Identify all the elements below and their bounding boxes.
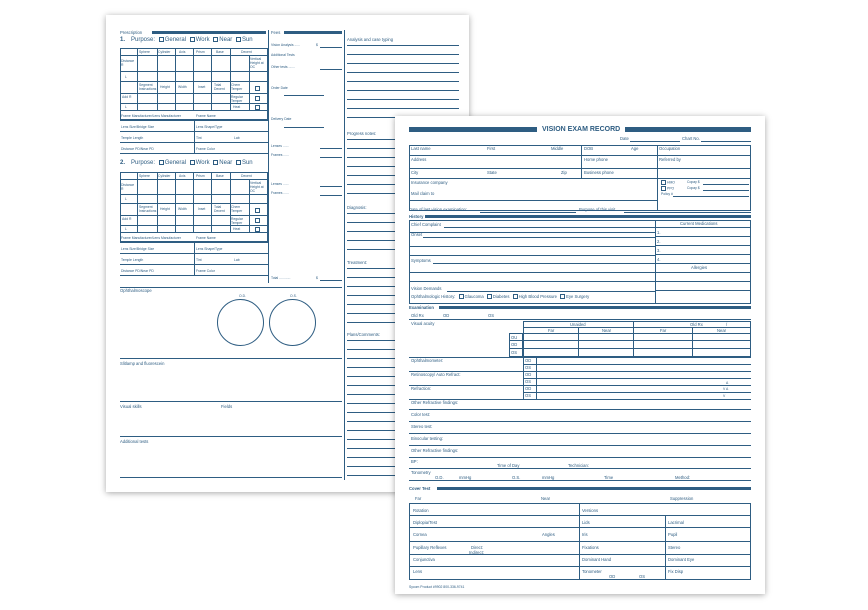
ophthalmometer: Ophthalmometer: xyxy=(411,358,444,363)
color-test: Color test: xyxy=(411,412,431,417)
note-line xyxy=(347,72,459,73)
lens-size: Lens Size/Bridge Size xyxy=(121,125,155,129)
checkbox-hmo[interactable] xyxy=(661,180,666,185)
stereo: Stereo xyxy=(668,545,681,550)
ou-row: OU xyxy=(511,335,518,340)
last-exam-date: Date of last vision examination: xyxy=(409,207,467,212)
frames-fee: Frames ...... xyxy=(271,153,290,157)
age: Age xyxy=(631,146,639,151)
last-name: Last name xyxy=(411,146,431,151)
indirect: Indirect: xyxy=(469,550,484,555)
middle-name: Middle xyxy=(551,146,564,151)
purpose-label: Purpose: xyxy=(131,37,156,44)
visual-skills-label: Visual skills xyxy=(120,404,142,409)
row-l: L xyxy=(125,75,127,79)
rx2-purpose-options: Purpose: General Work Near Sun xyxy=(131,160,253,167)
diplopia-test: Diplopia/Test xyxy=(413,520,437,525)
vision-analysis: Vision Analysis ...... xyxy=(271,43,301,47)
inset-label: Inset xyxy=(198,85,206,89)
col-base: Base xyxy=(216,50,224,54)
date-label: Date xyxy=(620,136,629,141)
versions: Versions xyxy=(582,508,599,513)
total-fee: Total ............ xyxy=(271,276,291,280)
checkbox-heat[interactable] xyxy=(255,105,260,110)
tonometry-time: Time xyxy=(604,475,614,480)
fees-heading: Fees xyxy=(271,30,281,35)
note-line xyxy=(347,108,459,109)
od-circle xyxy=(217,299,264,346)
time-of-day: Time of Day xyxy=(497,463,520,468)
checkbox-regular-2[interactable] xyxy=(255,218,260,223)
checkbox-near-2[interactable] xyxy=(213,160,218,165)
fields-label: Fields xyxy=(221,404,233,409)
business-phone: Business phone xyxy=(584,170,614,175)
diagnosis-label: Diagnosis: xyxy=(347,205,367,210)
checkbox-chem[interactable] xyxy=(255,86,260,91)
lens: Lens xyxy=(413,569,423,574)
exam-os: OS xyxy=(488,313,495,318)
near-col-2: Near xyxy=(717,328,727,333)
note-line xyxy=(347,63,459,64)
mail-claim: Mail claim to xyxy=(411,191,435,196)
angles: Angles xyxy=(542,532,555,537)
delivery-date: Delivery Date xyxy=(271,117,292,121)
allergies: Allergies xyxy=(691,265,708,270)
purpose-of-visit: Purpose of this visit xyxy=(579,207,616,212)
os-row: OS xyxy=(511,350,518,355)
far-col-2: Far xyxy=(660,328,667,333)
checkbox-glaucoma[interactable] xyxy=(459,294,464,299)
other-tests: Other tests ....... xyxy=(271,65,296,69)
analysis-label: Analysis and case typing xyxy=(347,37,394,42)
os-label: O.S. xyxy=(290,294,297,298)
chem-temper-label: Chem Temper xyxy=(231,83,243,91)
tonometry-od: O.D. xyxy=(435,475,444,480)
front-form-sheet: VISION EXAM RECORD Date Chart No. Last name First Middle DOB Age Occupation Address Home phone Referred by City State Zip Business phone Insurance company Mail claim to HMO Copay $ PPO Copay $ Policy # Date of last vision examination: Purpose of this visit History Chief Complaint Onset Symptoms Vision Demands Ophthalmologic History: Glaucoma Diabetes High Blood Pressure Eye Surgery Current Medications 1. 2. 3. 4. Allergies Examination Old Rx OD OS Visual acuity Unaided Old Rx / Far Near Far Near OU OD OS Ophthalmometer: Retinoscopy/ Auto Refract: Refraction: OD OS OD OS OD OS A V A V Other Refractive findings: Color test: Stereo test: Binocular testing: Other Refractive findings: BP: Time of Day Technician: Tonometry O.D. mmHg O.S. mmHg Time Method: Cover Test Far Near Suppression Rotation Versions Diplopia/Test Lids Lacrimal Cornea Angles Iris Pupil Pupillary Reflexes Direct: Indirect: Fixations Stereo Conjunctiva Dominant Hand Dominant Eye Lens Tonometer OD OS Fix Disp Sycom Product #9902 800-336-9741 xyxy=(395,116,765,594)
form-footer: Sycom Product #9902 800-336-9741 xyxy=(409,585,465,589)
dominant-eye: Dominant Eye xyxy=(668,557,695,562)
checkbox-general-2[interactable] xyxy=(159,160,164,165)
col-cylinder: Cylinder xyxy=(158,50,171,54)
checkbox-hbp[interactable] xyxy=(513,294,518,299)
col-decent: Decent xyxy=(241,50,252,54)
old-rx-label: Old Rx xyxy=(411,313,424,318)
other-refractive: Other Refractive findings: xyxy=(411,400,459,405)
seg-instr-label: Segment Instructions xyxy=(139,83,157,91)
os-circle xyxy=(269,299,316,346)
lens-shape: Lens Shape/Type xyxy=(196,125,223,129)
checkbox-heat-2[interactable] xyxy=(255,227,260,232)
slitlamp-label: Slitlamp and fluorescein xyxy=(120,361,165,366)
insurance-company: Insurance company xyxy=(411,180,448,185)
note-line xyxy=(347,81,459,82)
fixations: Fixations xyxy=(582,545,599,550)
cover-far: Far xyxy=(415,496,422,501)
policy-no: Policy # xyxy=(661,192,673,196)
od-row: OD xyxy=(511,342,518,347)
direct: Direct: xyxy=(471,545,484,550)
chief-complaint: Chief Complaint xyxy=(411,222,441,227)
form-title: VISION EXAM RECORD xyxy=(542,126,621,133)
row-distance: Distance R xyxy=(121,59,135,67)
suppression: Suppression xyxy=(670,496,694,501)
opt-sun: Sun xyxy=(241,37,253,44)
lenses-fee: Lenses ...... xyxy=(271,144,289,148)
lab: Lab xyxy=(234,136,240,140)
checkbox-sun-2[interactable] xyxy=(236,160,241,165)
pupillary-reflexes: Pupillary Reflexes xyxy=(413,545,447,550)
old-rx-header: Old Rx xyxy=(690,322,703,327)
checkbox-diabetes[interactable] xyxy=(487,294,492,299)
state: State xyxy=(487,170,497,175)
frame-name: Frame Name xyxy=(196,114,216,118)
col-axis: Axis xyxy=(179,50,186,54)
note-line xyxy=(347,54,459,55)
city: City xyxy=(411,170,419,175)
cover-test-heading: Cover Test xyxy=(409,486,431,491)
row-l2: L xyxy=(125,105,127,109)
visual-acuity: Visual acuity xyxy=(411,321,435,326)
note-line xyxy=(347,99,459,100)
rotation: Rotation xyxy=(413,508,429,513)
home-phone: Home phone xyxy=(584,157,608,162)
referred-by: Referred by xyxy=(659,157,681,162)
distance-pd: Distance PD/Near PD xyxy=(121,147,154,151)
stereo-test: Stereo test: xyxy=(411,424,433,429)
rx2-number: 2. xyxy=(120,160,126,166)
tint: Tint xyxy=(196,136,202,140)
other-refractive-2: Other Refractive findings: xyxy=(411,448,459,453)
heat-label: Heat xyxy=(233,105,241,109)
copay-1: Copay $ xyxy=(687,180,700,184)
ophthalmoscope-label: Ophthalmoscope xyxy=(120,288,152,293)
temple-length: Temple Length xyxy=(121,136,144,140)
hmo-option: HMO xyxy=(659,180,675,185)
technician: Technician: xyxy=(568,463,589,468)
order-date: Order Date xyxy=(271,86,288,90)
dob: DOB xyxy=(584,146,594,151)
frame-color: Frame Color xyxy=(196,147,215,151)
back-form-sheet: Prescription 1. Purpose: General Work Near Sun Sphere Cylinder Axis Prism Base Decent Distance R Vertical Height at OC L Segment Instructions Height Width Inset Total Decent Chem Temper Add R Regular Temper L Heat Frame Manufacturer/Lens Manufacturer Frame Name Lens Size/Bridge Size Lens Shape/Type Temple Length Tint Lab Distance PD/Near PD Frame Color 2. Purpose: General Work Near Sun Sphere Cylinder Axis Prism Base Decent Distance R Vertical Height at OC L Segment Instructions Height Width Inset Total Decent Chem Temper Add R Regular Temper L Heat Frame Manufacturer/Lens Manufacturer Frame Name Lens Size/Bridge Size Lens Shape/Type Temple Length Tint Lab Distance PD/Near PD Frame Color Fees Vision Analysis ...... $ Additional Tests Other tests ....... Order Date Delivery Date Lenses ...... Frames ...... Lenses ...... Frames ...... Total ............ $ Ophthalmoscope O.D. O.S. Slitlamp and fluorescein Visual skills Fields Additional tests Analysis and case typing Progress notes: Diagnosis: Treatment: Plans/Comments: xyxy=(106,15,469,492)
treatment-label: Treatment: xyxy=(347,260,368,265)
onset: Onset xyxy=(411,232,423,237)
far-col-1: Far xyxy=(548,328,555,333)
total-decent-label: Total Decent xyxy=(214,83,225,91)
vision-demands: Vision Demands xyxy=(411,286,442,291)
checkbox-sun[interactable] xyxy=(236,37,241,42)
additional-tests-label: Additional tests xyxy=(120,439,149,444)
tonometry-method: Method: xyxy=(675,475,691,480)
binocular-testing: Binocular testing: xyxy=(411,436,444,441)
zip: Zip xyxy=(561,170,567,175)
cornea: Cornea xyxy=(413,532,427,537)
progress-notes-label: Progress notes: xyxy=(347,131,377,136)
opt-general: General xyxy=(164,37,187,44)
occupation: Occupation xyxy=(659,146,681,151)
history-heading: History xyxy=(409,214,424,219)
od-label: O.D. xyxy=(239,294,246,298)
checkbox-work-2[interactable] xyxy=(190,160,195,165)
checkbox-work[interactable] xyxy=(190,37,195,42)
rx1-number: 1. xyxy=(120,37,126,43)
unaided-header: Unaided xyxy=(570,322,586,327)
plans-label: Plans/Comments: xyxy=(347,332,381,337)
rx1-purpose-options xyxy=(131,37,253,44)
frame-mfr: Frame Manufacturer/Lens Manufacturer xyxy=(121,114,181,118)
exam-od: OD xyxy=(443,313,450,318)
examination-heading: Examination xyxy=(409,305,434,310)
opt-near: Near xyxy=(219,37,233,44)
prescription-bar xyxy=(152,31,266,34)
tonometer: Tonometer xyxy=(582,569,602,574)
retinoscopy: Retinoscopy/ Auto Refract: xyxy=(411,372,461,377)
lacrimal: Lacrimal xyxy=(668,520,684,525)
ppo-option: PPO xyxy=(659,186,674,191)
first-name: First xyxy=(487,146,496,151)
vertical-height-label: Vertical Height at OC xyxy=(250,57,264,69)
fix-disp: Fix Disp xyxy=(668,569,684,574)
height-label: Height xyxy=(160,85,170,89)
checkbox-general[interactable] xyxy=(159,37,164,42)
cover-near: Near xyxy=(541,496,551,501)
note-line xyxy=(347,45,459,46)
checkbox-eye-surgery[interactable] xyxy=(560,294,565,299)
lids: Lids xyxy=(582,520,590,525)
additional-tests: Additional Tests xyxy=(271,53,295,57)
prescription-heading: Prescription xyxy=(120,30,143,35)
col-sphere: Sphere xyxy=(139,50,150,54)
checkbox-near[interactable] xyxy=(213,37,218,42)
conjunctiva: Conjunctiva xyxy=(413,557,435,562)
checkbox-regular[interactable] xyxy=(255,96,260,101)
pupil: Pupil xyxy=(668,532,678,537)
address: Address xyxy=(411,157,427,162)
ophthalmologic-history: Ophthalmologic History: Glaucoma Diabetes High Blood Pressure Eye Surgery xyxy=(411,294,590,299)
tonometry-os: O.S. xyxy=(512,475,521,480)
current-medications: Current Medications xyxy=(680,221,718,226)
checkbox-ppo[interactable] xyxy=(661,186,666,191)
iris: Iris xyxy=(582,532,588,537)
refraction: Refraction: xyxy=(411,386,432,391)
chart-no-label: Chart No. xyxy=(682,136,700,141)
near-col-1: Near xyxy=(602,328,612,333)
checkbox-chem-2[interactable] xyxy=(255,208,260,213)
tonometry: Tonometry xyxy=(411,470,431,475)
note-line xyxy=(347,90,459,91)
regular-temper-label: Regular Temper xyxy=(231,95,243,103)
dominant-hand: Dominant Hand xyxy=(582,557,612,562)
symptoms: Symptoms xyxy=(411,258,431,263)
col-prism: Prism xyxy=(196,50,205,54)
width-label: Width xyxy=(178,85,187,89)
bp: BP: xyxy=(411,459,418,464)
row-add: Add R xyxy=(122,95,132,99)
copay-2: Copay $ xyxy=(687,186,700,190)
opt-work: Work xyxy=(195,37,210,44)
